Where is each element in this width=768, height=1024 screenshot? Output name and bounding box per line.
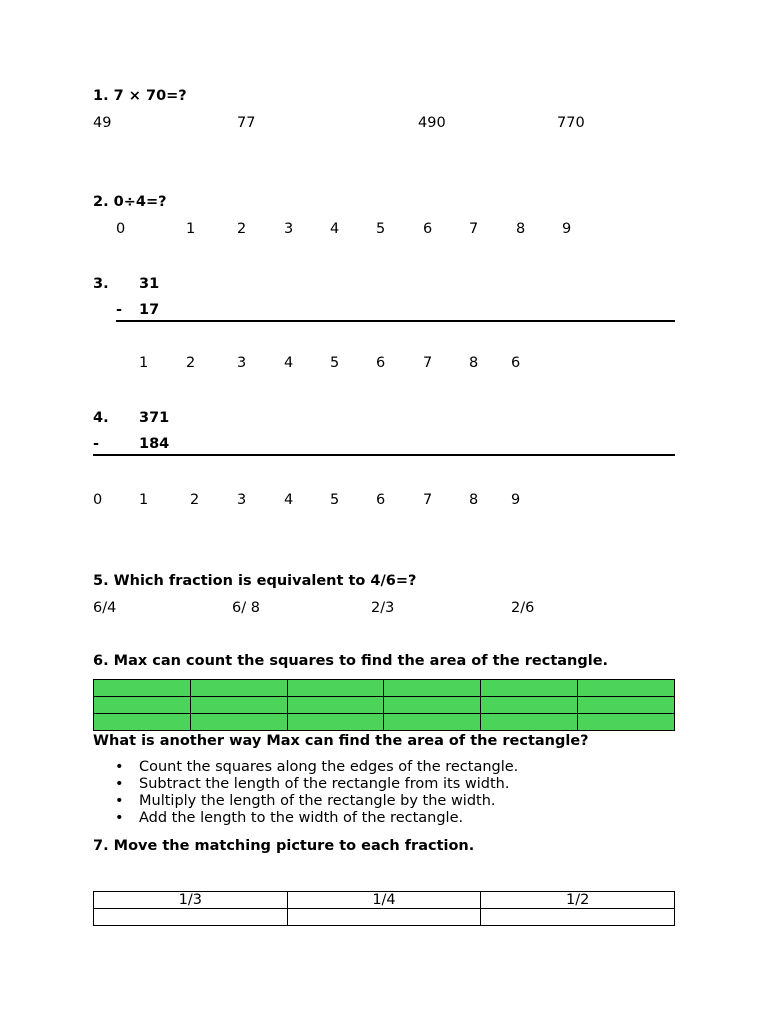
grid-square (287, 714, 384, 731)
q2-option[interactable]: 1 (186, 221, 196, 237)
q4-minus-sign: - (93, 436, 100, 452)
grid-square (481, 714, 578, 731)
fraction-label: 1/3 (94, 892, 288, 909)
q1-option[interactable]: 770 (557, 115, 585, 131)
q4-answer-line (93, 454, 675, 456)
q1-option[interactable]: 77 (237, 115, 256, 131)
q6-option-text: Add the length to the width of the rectangle. (139, 810, 464, 826)
q3-option[interactable]: 7 (423, 355, 433, 371)
q5-option[interactable]: 2/6 (511, 600, 535, 616)
q3-option[interactable]: 1 (139, 355, 149, 371)
q2-option[interactable]: 8 (516, 221, 526, 237)
q3-option[interactable]: 3 (237, 355, 247, 371)
q2-option[interactable]: 6 (423, 221, 433, 237)
q5-question: 5. Which fraction is equivalent to 4/6=? (93, 573, 417, 589)
q5-option[interactable]: 2/3 (371, 600, 395, 616)
q6-option[interactable] (93, 776, 518, 793)
q3-subtrahend: 17 (139, 302, 160, 318)
q4-option[interactable]: 5 (330, 492, 340, 508)
q6-option-text: Count the squares along the edges of the rectangle. (139, 759, 519, 775)
q4-option[interactable]: 3 (237, 492, 247, 508)
grid-square (578, 714, 675, 731)
q6-option[interactable] (93, 793, 518, 810)
area-rectangle-grid (93, 679, 675, 731)
grid-square (190, 697, 287, 714)
grid-square (481, 680, 578, 697)
q4-option[interactable]: 8 (469, 492, 479, 508)
bullet-icon: • (115, 793, 124, 809)
grid-square (287, 680, 384, 697)
q4-number: 4. (93, 410, 109, 426)
q4-option[interactable]: 4 (284, 492, 294, 508)
bullet-icon: • (115, 810, 124, 826)
q3-option[interactable]: 2 (186, 355, 196, 371)
grid-square (481, 697, 578, 714)
picture-drop-zone[interactable] (287, 909, 481, 926)
q7-question: 7. Move the matching picture to each fraction. (93, 838, 475, 854)
q5-option[interactable]: 6/ 8 (232, 600, 260, 616)
q6-option[interactable] (93, 759, 518, 776)
grid-square (94, 714, 191, 731)
q5-option[interactable]: 6/4 (93, 600, 117, 616)
q4-option[interactable]: 7 (423, 492, 433, 508)
q6-followup-question: What is another way Max can find the area of the rectangle? (93, 733, 589, 749)
q2-question: 2. 0÷4=? (93, 194, 167, 210)
q6-question: 6. Max can count the squares to find the area of the rectangle. (93, 653, 609, 669)
drop-zone-row (94, 909, 675, 926)
q2-option[interactable]: 9 (562, 221, 572, 237)
fraction-label: 1/2 (481, 892, 675, 909)
grid-square (384, 697, 481, 714)
q6-option-text: Subtract the length of the rectangle from its width. (139, 776, 510, 792)
q1-option[interactable]: 490 (418, 115, 446, 131)
q1-option[interactable]: 49 (93, 115, 112, 131)
grid-square (94, 680, 191, 697)
q6-option[interactable] (93, 810, 518, 827)
q4-option[interactable]: 1 (139, 492, 149, 508)
q4-minuend: 371 (139, 410, 170, 426)
q3-minuend: 31 (139, 276, 160, 292)
grid-square (94, 697, 191, 714)
q2-option[interactable]: 7 (469, 221, 479, 237)
q6-options-list (93, 759, 518, 827)
q3-number: 3. (93, 276, 109, 292)
fraction-header-row (94, 892, 675, 909)
q2-option[interactable]: 4 (330, 221, 340, 237)
picture-drop-zone[interactable] (94, 909, 288, 926)
grid-square (384, 714, 481, 731)
q2-option[interactable]: 5 (376, 221, 386, 237)
q3-option[interactable]: 6 (511, 355, 521, 371)
grid-square (578, 697, 675, 714)
q4-option[interactable]: 9 (511, 492, 521, 508)
q4-option[interactable]: 6 (376, 492, 386, 508)
bullet-icon: • (115, 776, 124, 792)
q1-question: 1. 7 × 70=? (93, 88, 187, 104)
q3-option[interactable]: 6 (376, 355, 386, 371)
q4-option[interactable]: 0 (93, 492, 103, 508)
grid-row (94, 714, 675, 731)
q3-answer-line (116, 320, 675, 322)
q3-option[interactable]: 5 (330, 355, 340, 371)
q4-option[interactable]: 2 (190, 492, 200, 508)
q3-option[interactable]: 8 (469, 355, 479, 371)
grid-square (384, 680, 481, 697)
grid-row (94, 697, 675, 714)
grid-row (94, 680, 675, 697)
q6-option-text: Multiply the length of the rectangle by the width. (139, 793, 496, 809)
picture-drop-zone[interactable] (481, 909, 675, 926)
q3-minus-sign: - (116, 302, 123, 318)
bullet-icon: • (115, 759, 124, 775)
q3-option[interactable]: 4 (284, 355, 294, 371)
grid-square (190, 680, 287, 697)
fraction-label: 1/4 (287, 892, 481, 909)
q2-option[interactable]: 3 (284, 221, 294, 237)
q2-option[interactable]: 0 (116, 221, 126, 237)
q2-option[interactable]: 2 (237, 221, 247, 237)
grid-square (190, 714, 287, 731)
grid-square (578, 680, 675, 697)
grid-square (287, 697, 384, 714)
fraction-matching-table (93, 891, 675, 926)
q4-subtrahend: 184 (139, 436, 170, 452)
